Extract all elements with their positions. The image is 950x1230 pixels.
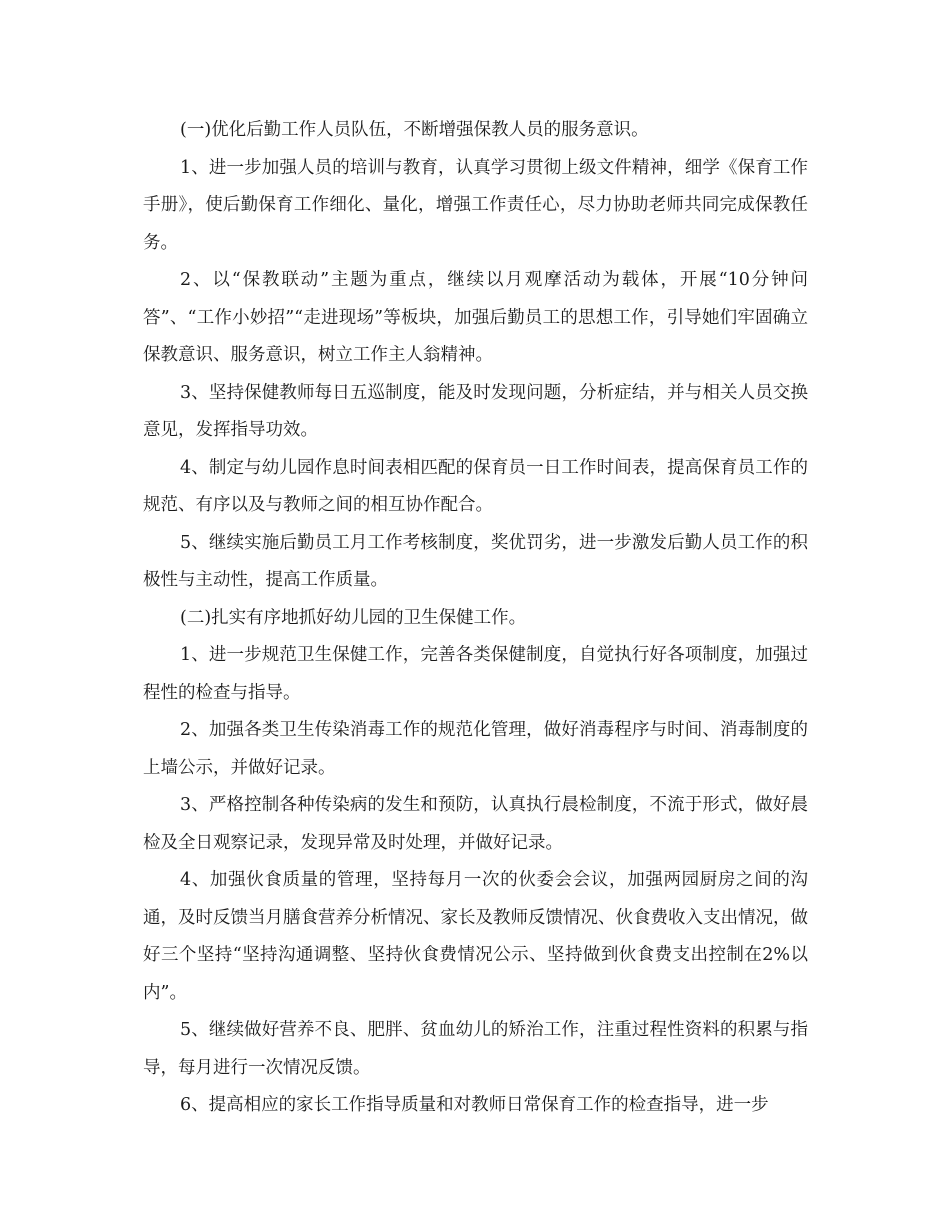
paragraph: 4、加强伙食质量的管理，坚持每月一次的伙委会会议，加强两园厨房之间的沟通，及时反馈当月膳食营养分析情况、家长及教师反馈情况、伙食费收入支出情况，做好三个坚持“坚持沟通调整、坚持伙食费情况公示、坚持做到伙食费支出控制在2%以内”。 bbox=[143, 870, 808, 1003]
paragraph: 2、加强各类卫生传染消毒工作的规范化管理，做好消毒程序与时间、消毒制度的上墙公示，并做好记录。 bbox=[143, 720, 808, 778]
document-body bbox=[143, 112, 808, 1125]
section-heading-2: (二)扎实有序地抓好幼儿园的卫生保健工作。 bbox=[180, 607, 527, 628]
paragraph: 6、提高相应的家长工作指导质量和对教师日常保育工作的检查指导，进一步 bbox=[180, 1095, 769, 1115]
paragraph: 2、以“保教联动”主题为重点，继续以月观摩活动为载体，开展“10分钟问答”、“工作小妙招”“走进现场”等板块，加强后勤员工的思想工作，引导她们牢固确立保教意识、服务意识，树立工作主人翁精神。 bbox=[143, 270, 808, 365]
paragraph: 1、进一步加强人员的培训与教育，认真学习贯彻上级文件精神，细学《保育工作手册》，使后勤保育工作细化、量化，增强工作责任心，尽力协助老师共同完成保教任务。 bbox=[143, 157, 808, 253]
paragraph: 3、坚持保健教师每日五巡制度，能及时发现问题，分析症结，并与相关人员交换意见，发挥指导功效。 bbox=[143, 382, 808, 440]
paragraph: 1、进一步规范卫生保健工作，完善各类保健制度，自觉执行好各项制度，加强过程性的检查与指导。 bbox=[143, 645, 808, 703]
paragraph: 4、制定与幼儿园作息时间表相匹配的保育员一日工作时间表，提高保育员工作的规范、有序以及与教师之间的相互协作配合。 bbox=[143, 457, 808, 515]
paragraph: 5、继续做好营养不良、肥胖、贫血幼儿的矫治工作，注重过程性资料的积累与指导，每月进行一次情况反馈。 bbox=[143, 1020, 808, 1078]
section-heading-1: (一)优化后勤工作人员队伍，不断增强保教人员的服务意识。 bbox=[180, 120, 649, 140]
paragraph: 3、严格控制各种传染病的发生和预防，认真执行晨检制度，不流于形式，做好晨检及全日观察记录，发现异常及时处理，并做好记录。 bbox=[143, 795, 808, 853]
paragraph: 5、继续实施后勤员工月工作考核制度，奖优罚劣，进一步激发后勤人员工作的积极性与主动性，提高工作质量。 bbox=[143, 532, 808, 590]
